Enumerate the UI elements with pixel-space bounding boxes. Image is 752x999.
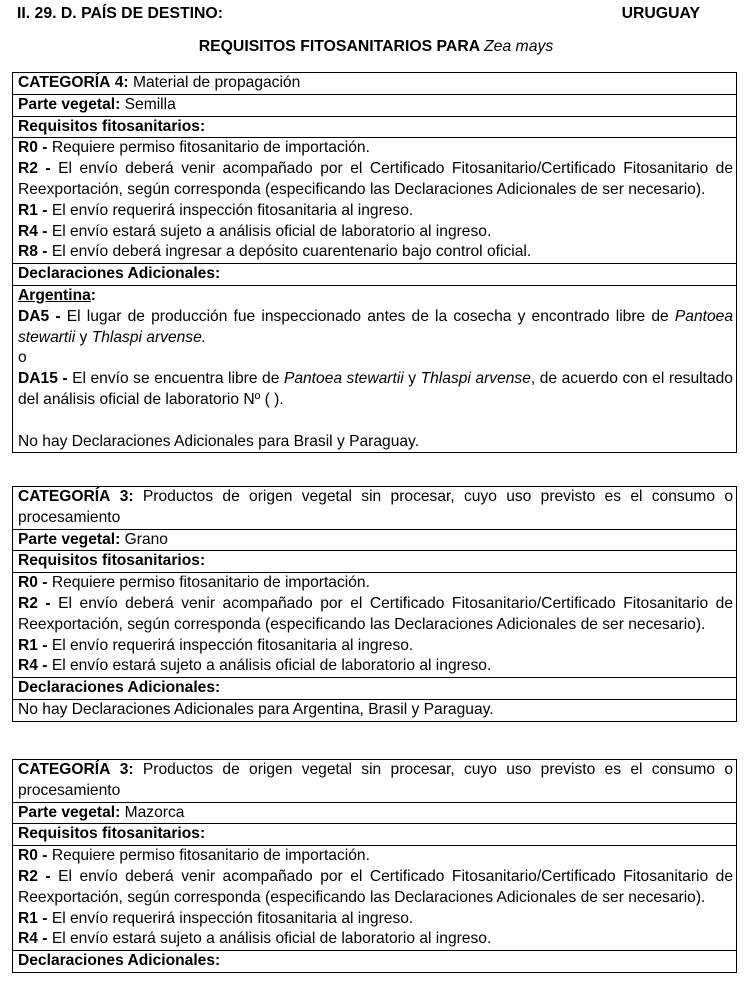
da15-text-end: , de acuerdo con el resultado del análisis oficial de laboratorio Nº ( ). xyxy=(18,370,733,408)
category-label: CATEGORÍA xyxy=(18,761,111,778)
requirement-code: R8 - xyxy=(18,243,48,261)
requirement-code: R0 - xyxy=(18,139,48,157)
requirement-text: Requiere permiso fitosanitario de importación. xyxy=(51,574,370,592)
category-label: CATEGORÍA xyxy=(18,74,111,91)
requirement-item xyxy=(18,201,733,222)
requirements-heading: Requisitos fitosanitarios: xyxy=(13,551,737,573)
category-block-2 xyxy=(12,486,737,722)
section-title: II. 29. D. PAÍS DE DESTINO: xyxy=(17,5,223,22)
category-description: Productos de origen vegetal sin procesar, cuyo uso previsto es el consumo o procesamiento xyxy=(18,761,734,799)
requirement-text: Requiere permiso fitosanitario de importación. xyxy=(51,847,370,865)
da15-and: y xyxy=(408,370,417,388)
requirement-item xyxy=(18,138,733,159)
requirement-item xyxy=(18,636,733,657)
plant-part-row xyxy=(13,94,737,116)
country-heading xyxy=(18,286,733,307)
category-row xyxy=(13,760,737,803)
category-row xyxy=(13,73,737,95)
da15-text: El envío se encuentra libre de xyxy=(72,370,280,388)
da5-species-1: Pantoea stewartii xyxy=(18,307,733,346)
category-number: 3: xyxy=(119,488,134,505)
da15-species-1: Pantoea stewartii xyxy=(283,370,404,388)
requirement-item xyxy=(18,242,733,263)
title-species: Zea mays xyxy=(483,38,554,55)
country-name: Argentina xyxy=(18,286,91,304)
requirement-item xyxy=(18,867,733,909)
requirement-code: R2 - xyxy=(18,594,51,612)
da5-text: El lugar de producción fue inspeccionado antes de la cosecha y encontrado libre de xyxy=(66,307,669,325)
requirement-code: R0 - xyxy=(18,847,48,865)
requirements-list xyxy=(13,573,737,678)
da15-code: DA15 - xyxy=(18,370,68,388)
da15-item xyxy=(18,369,733,411)
plant-part-row xyxy=(13,802,737,824)
additional-heading: Declaraciones Adicionales: xyxy=(13,951,737,973)
requirement-code: R4 - xyxy=(18,657,48,675)
requirement-item xyxy=(18,909,733,930)
requirement-item xyxy=(18,846,733,867)
requirement-text: El envío deberá venir acompañado por el Certificado Fitosanitario/Certificado Fitosanitario de Reexportación, según corresponda (especificando las Declaraciones Adicionales de ser necesario). xyxy=(18,867,733,906)
requirement-code: R1 - xyxy=(18,909,48,927)
requirement-text: El envío deberá ingresar a depósito cuarentenario bajo control oficial. xyxy=(51,243,532,261)
requirement-code: R1 - xyxy=(18,636,48,654)
requirement-text: El envío requerirá inspección fitosanitaria al ingreso. xyxy=(51,201,414,219)
requirement-text: El envío deberá venir acompañado por el Certificado Fitosanitario/Certificado Fitosanitario de Reexportación, según corresponda (especificando las Declaraciones Adicionales de ser necesario). xyxy=(18,594,733,633)
country-colon: : xyxy=(90,286,96,304)
category-block-3 xyxy=(12,759,737,973)
destination-country: URUGUAY xyxy=(621,5,700,22)
requirement-text: El envío requerirá inspección fitosanitaria al ingreso. xyxy=(51,636,414,654)
requirement-text: El envío estará sujeto a análisis oficial de laboratorio al ingreso. xyxy=(51,930,492,948)
requirement-item xyxy=(18,222,733,243)
requirement-code: R0 - xyxy=(18,574,48,592)
requirements-list xyxy=(13,138,737,264)
plant-part-value: Mazorca xyxy=(124,803,185,821)
category-description: Productos de origen vegetal sin procesar, cuyo uso previsto es el consumo o procesamiento xyxy=(18,488,734,526)
requirement-item xyxy=(18,159,733,201)
da5-and: y xyxy=(79,328,88,346)
additional-heading: Declaraciones Adicionales: xyxy=(13,678,737,700)
category-block-1 xyxy=(12,72,737,453)
da5-code: DA5 - xyxy=(18,307,61,325)
requirement-text: El envío deberá venir acompañado por el Certificado Fitosanitario/Certificado Fitosanitario de Reexportación, según corresponda (especificando las Declaraciones Adicionales de ser necesario). xyxy=(18,160,733,198)
requirements-list xyxy=(13,846,737,951)
category-row xyxy=(13,487,737,530)
requirement-text: El envío estará sujeto a análisis oficial de laboratorio al ingreso. xyxy=(51,657,492,675)
plant-part-row xyxy=(13,529,737,551)
additional-note: No hay Declaraciones Adicionales para Argentina, Brasil y Paraguay. xyxy=(13,699,737,721)
requirement-item xyxy=(18,656,733,677)
section-header xyxy=(17,5,707,25)
requirement-code: R2 - xyxy=(18,867,51,885)
spacer xyxy=(18,411,733,432)
requirement-text: El envío requerirá inspección fitosanitaria al ingreso. xyxy=(51,909,414,927)
requirements-heading: Requisitos fitosanitarios: xyxy=(13,824,737,846)
da5-species-2: Thlaspi arvense. xyxy=(91,328,207,346)
plant-part-value: Grano xyxy=(124,530,168,548)
requirement-text: Requiere permiso fitosanitario de importación. xyxy=(51,139,370,157)
document-title xyxy=(0,38,752,56)
requirement-code: R4 - xyxy=(18,222,48,240)
additional-heading: Declaraciones Adicionales: xyxy=(13,264,737,286)
requirement-text: El envío estará sujeto a análisis oficial de laboratorio al ingreso. xyxy=(51,222,492,240)
category-number: 3: xyxy=(119,761,134,778)
category-label: CATEGORÍA xyxy=(18,488,111,505)
plant-part-label: Parte vegetal: xyxy=(18,95,121,113)
category-number: 4: xyxy=(114,74,129,91)
requirement-code: R2 - xyxy=(18,160,51,178)
da15-species-2: Thlaspi arvense xyxy=(420,370,531,388)
requirement-item xyxy=(18,573,733,594)
requirement-code: R4 - xyxy=(18,930,48,948)
category-description: Material de propagación xyxy=(132,74,301,91)
additional-note: No hay Declaraciones Adicionales para Brasil y Paraguay. xyxy=(18,432,420,450)
requirement-item xyxy=(18,929,733,950)
requirement-item xyxy=(18,594,733,636)
requirements-heading: Requisitos fitosanitarios: xyxy=(13,116,737,138)
plant-part-value: Semilla xyxy=(124,95,176,113)
da5-item xyxy=(18,307,733,349)
title-prefix: REQUISITOS FITOSANITARIOS PARA xyxy=(198,38,480,55)
requirement-code: R1 - xyxy=(18,201,48,219)
or-text: o xyxy=(18,349,27,367)
plant-part-label: Parte vegetal: xyxy=(18,803,121,821)
plant-part-label: Parte vegetal: xyxy=(18,530,121,548)
additional-content xyxy=(13,285,737,452)
